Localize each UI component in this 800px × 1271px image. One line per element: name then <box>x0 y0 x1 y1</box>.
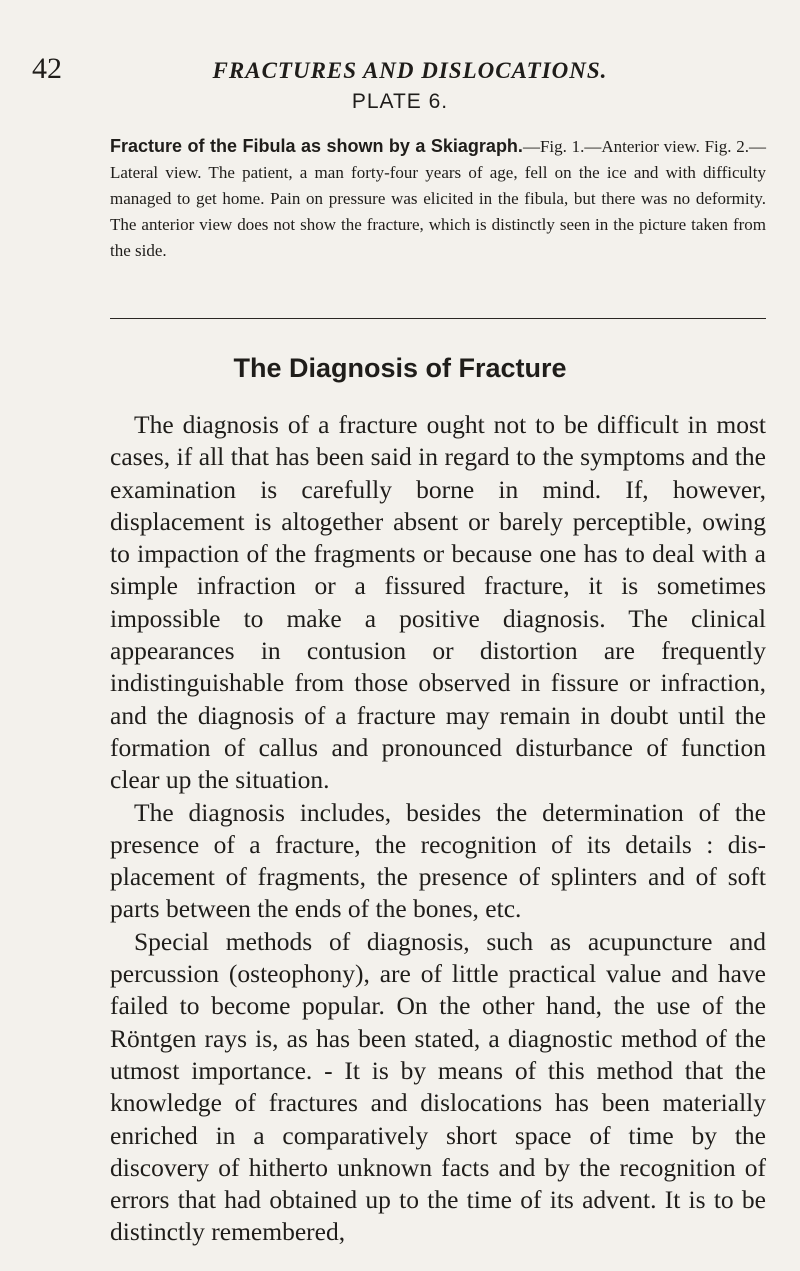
page-number: 42 <box>32 52 62 85</box>
section-body <box>110 409 766 1249</box>
caption-title: Fracture of the Fibula as shown by a Skiagraph. <box>110 136 523 156</box>
paragraph-1: The diagnosis of a fracture ought not to be difficult in most cases, if all that has been said in regard to the symptoms and the examination is carefully borne in mind. If, however, displacement is altogether absent or barely perceptible, owing to impaction of the fragments or because one has to deal with a simple infraction or a fissured fracture, it is sometimes impossible to make a positive diagnosis. The clinical appearances in contusion or distortion are frequently indistinguishable from those observed in fissure or infraction, and the diagnosis of a fracture may remain in doubt until the formation of callus and pronounced disturbance of function clear up the situation. <box>110 410 766 795</box>
paragraph-3: Special methods of diagnosis, such as acupuncture and percussion (osteophony), are of little practical value and have failed to become popular. On the other hand, the use of the Röntgen rays is, as has been stated, a diagnostic method of the utmost importance. - It is by means of this method that the knowledge of fractures and dislocations has been materially enriched in a comparatively short space of time by the discovery of hitherto unknown facts and by the recognition of errors that had obtained up to the time of its advent. It is to be distinctly remembered, <box>110 926 766 1247</box>
page-header <box>0 52 800 92</box>
running-title: FRACTURES AND DISLOCATIONS. <box>212 58 608 83</box>
plate-label: PLATE 6. <box>351 90 449 113</box>
divider-rule <box>110 318 766 319</box>
paragraph-2: The diagnosis includes, besides the determination of the presence of a fracture, the recognition of its details : displacement of fragments, the presence of splinters and of soft parts between the ends of the bones, etc. <box>110 797 766 924</box>
plate-caption <box>110 133 766 264</box>
caption-text: —Fig. 1.—Anterior view. Fig. 2.—Lateral view. The patient, a man forty-four years of age, fell on the ice and with difficulty managed to get home. Pain on pressure was elicited in the fibula, but there was no deformity. The anterior view does not show the fracture, which is distinctly seen in the picture taken from the side. <box>110 137 766 260</box>
section-heading: The Diagnosis of Fracture <box>233 353 567 383</box>
